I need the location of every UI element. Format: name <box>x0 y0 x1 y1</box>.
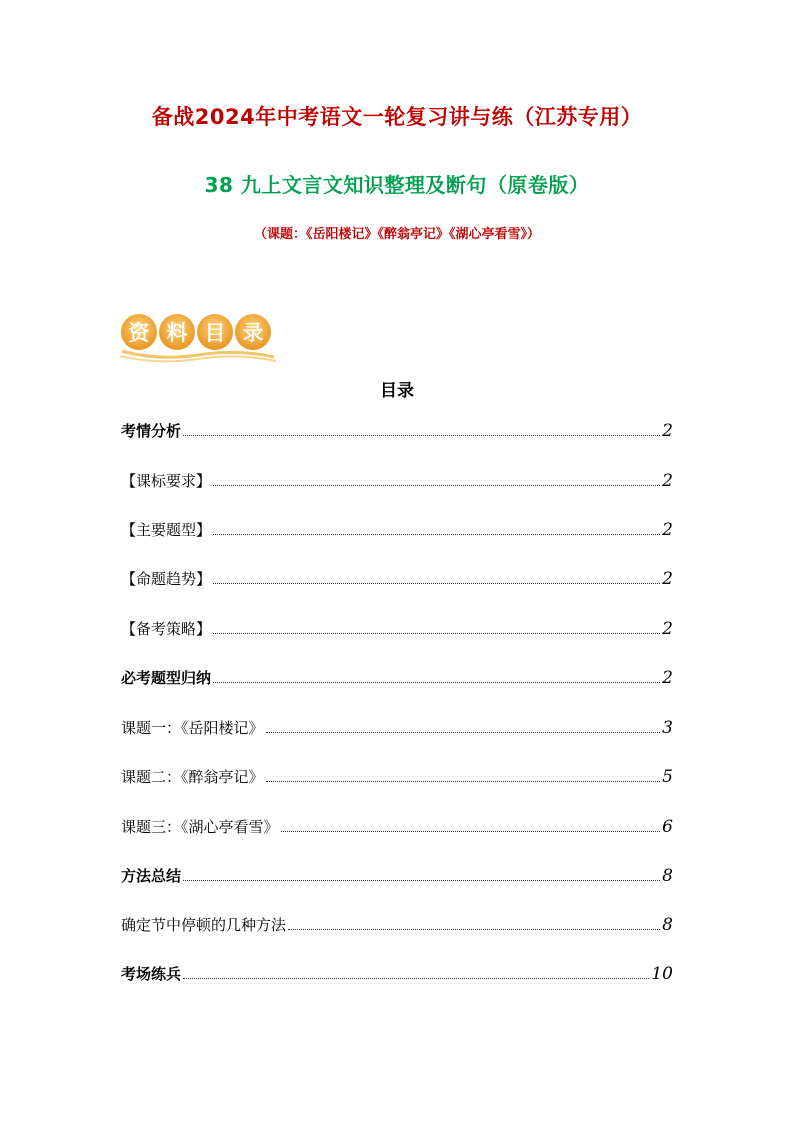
toc-entry-label: 【课标要求】 <box>121 472 212 490</box>
topic-line: （课题：《岳阳楼记》《醉翁亭记》《湖心亭看雪》） <box>253 227 540 242</box>
toc-heading: 目录 <box>380 381 414 401</box>
toc-entry-label: 【命题趋势】 <box>121 570 212 588</box>
toc-leader-dots <box>183 879 660 881</box>
toc-entry-label: 考场练兵 <box>121 965 182 983</box>
toc-entry-label: 方法总结 <box>121 867 182 885</box>
toc-entry[interactable] <box>121 911 673 935</box>
toc-entry-page: 8 <box>662 866 673 886</box>
toc-entry-page: 2 <box>662 421 673 441</box>
toc-entry-page: 8 <box>662 915 673 935</box>
toc-leader-dots <box>213 533 660 535</box>
toc-entry-label: 【备考策略】 <box>121 620 212 638</box>
toc-badge-icon <box>118 311 278 363</box>
badge-char: 料 <box>166 321 188 345</box>
toc-entry-page: 5 <box>662 767 673 787</box>
toc-entry-page: 2 <box>662 520 673 540</box>
toc-entry[interactable] <box>121 664 673 688</box>
toc-leader-dots <box>288 928 660 930</box>
toc-entry-page: 2 <box>662 668 673 688</box>
toc-entry[interactable] <box>121 862 673 886</box>
toc-entry[interactable] <box>121 516 673 540</box>
toc-entry-page: 3 <box>662 718 673 738</box>
toc-leader-dots <box>266 780 661 782</box>
main-title: 备战2024年中考语文一轮复习讲与练（江苏专用） <box>151 105 643 129</box>
toc-entry[interactable] <box>121 615 673 639</box>
badge-char: 资 <box>128 321 150 345</box>
toc-entry-page: 6 <box>662 817 673 837</box>
toc-leader-dots <box>213 681 660 683</box>
toc-entry[interactable] <box>121 467 673 491</box>
toc-entry-label: 课题三：《湖心亭看雪》 <box>121 818 279 836</box>
badge-char: 录 <box>242 321 264 345</box>
toc-entry-page: 2 <box>662 471 673 491</box>
toc-entry-page: 10 <box>651 964 673 984</box>
toc-leader-dots <box>183 434 660 436</box>
toc-leader-dots <box>213 582 660 584</box>
toc-entry[interactable] <box>121 714 673 738</box>
toc-entry-label: 课题二：《醉翁亭记》 <box>121 768 264 786</box>
toc-leader-dots <box>183 977 649 979</box>
toc-entry-label: 考情分析 <box>121 422 182 440</box>
toc-entry[interactable] <box>121 960 673 984</box>
toc-leader-dots <box>213 632 660 634</box>
toc-leader-dots <box>213 484 660 486</box>
badge-char: 目 <box>204 321 226 345</box>
toc-entry-page: 2 <box>662 619 673 639</box>
toc-entry-label: 必考题型归纳 <box>121 669 212 687</box>
toc-entry-label: 确定节中停顿的几种方法 <box>121 916 287 934</box>
toc-entry[interactable] <box>121 763 673 787</box>
toc-entry-label: 课题一：《岳阳楼记》 <box>121 719 264 737</box>
toc-leader-dots <box>266 731 661 733</box>
toc-leader-dots <box>281 830 661 832</box>
toc-entry[interactable] <box>121 565 673 589</box>
toc-entry[interactable] <box>121 417 673 441</box>
toc-entry[interactable] <box>121 813 673 837</box>
sub-title: 38 九上文言文知识整理及断句（原卷版） <box>204 173 590 197</box>
toc-entry-label: 【主要题型】 <box>121 521 212 539</box>
toc-entry-page: 2 <box>662 569 673 589</box>
